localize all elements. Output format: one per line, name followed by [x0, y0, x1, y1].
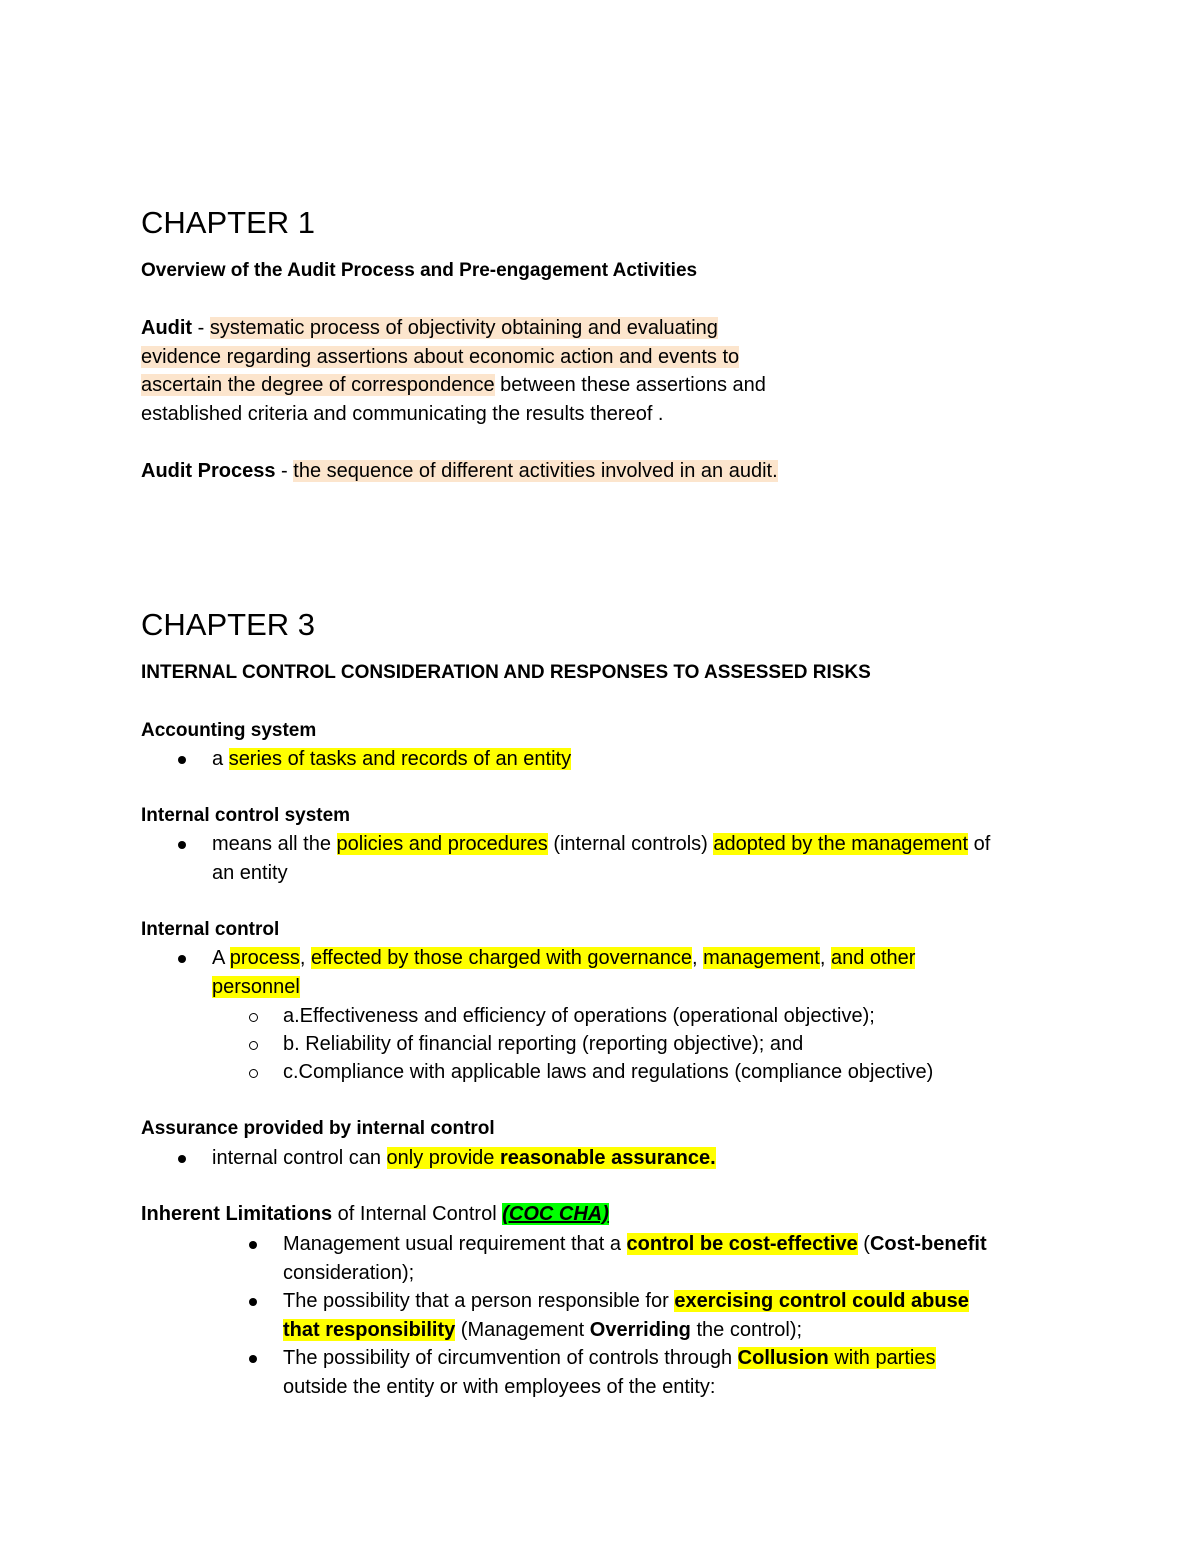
audit-term: Audit — [141, 317, 193, 339]
limitation-item: The possibility of circumvention of controls through Collusion with parties outside the entity or with employees of the entity: — [283, 1347, 936, 1398]
limitation-item: The possibility that a person responsible for exercising control could abuse that responsibility (Management Overriding the control); — [283, 1290, 969, 1341]
objective-item: b. Reliability of financial reporting (reporting objective); and — [283, 1033, 804, 1055]
bullet-icon — [178, 756, 186, 764]
audit-process-highlight: the sequence of different activities involved in an audit. — [293, 460, 778, 482]
bullet-icon — [178, 1155, 186, 1163]
limitations-heading: Inherent Limitations of Internal Control (COC CHA) — [141, 1203, 609, 1225]
sub-bullet-icon — [249, 1069, 258, 1078]
objective-item: c.Compliance with applicable laws and regulations (compliance objective) — [283, 1061, 934, 1083]
chapter-3-title: CHAPTER 3 — [141, 607, 315, 642]
chapter-3-subtitle: INTERNAL CONTROL CONSIDERATION AND RESPONSES TO ASSESSED RISKS — [141, 662, 871, 683]
audit-definition-highlight: systematic process of objectivity obtaining and evaluating — [209, 317, 718, 339]
bullet-icon — [249, 1298, 257, 1306]
accounting-system-bullet: a series of tasks and records of an entity — [212, 748, 572, 770]
chapter-1-title: CHAPTER 1 — [141, 205, 315, 240]
internal-control-heading: Internal control — [141, 919, 280, 940]
internal-control-system-heading: Internal control system — [141, 805, 351, 826]
assurance-heading: Assurance provided by internal control — [141, 1118, 495, 1139]
internal-control-bullet: A process, effected by those charged with governance, management, and other personnel — [212, 947, 916, 998]
mnemonic-badge: (COC CHA) — [502, 1203, 609, 1225]
audit-process-term: Audit Process — [141, 460, 276, 482]
bullet-icon — [178, 955, 186, 963]
limitation-item: Management usual requirement that a control be cost-effective (Cost-benefit consideration); — [283, 1233, 987, 1284]
sub-bullet-icon — [249, 1013, 258, 1022]
bullet-icon — [249, 1241, 257, 1249]
chapter-1-subtitle: Overview of the Audit Process and Pre-engagement Activities — [141, 260, 698, 281]
objective-item: a.Effectiveness and efficiency of operations (operational objective); — [283, 1005, 875, 1027]
bullet-icon — [178, 841, 186, 849]
accounting-system-heading: Accounting system — [141, 720, 317, 741]
audit-process-definition: Audit Process - the sequence of different activities involved in an audit. — [141, 460, 778, 482]
audit-definition: Audit - systematic process of objectivity obtaining and evaluating evidence regarding assertions about economic action and events to ascertain the degree of correspondence between these assertions and established criteria and communicating the results thereof . — [141, 317, 766, 425]
assurance-bullet: internal control can only provide reasonable assurance. — [212, 1147, 716, 1169]
internal-control-system-bullet: means all the policies and procedures (internal controls) adopted by the management of an entity — [212, 833, 991, 884]
sub-bullet-icon — [249, 1041, 258, 1050]
bullet-icon — [249, 1355, 257, 1363]
